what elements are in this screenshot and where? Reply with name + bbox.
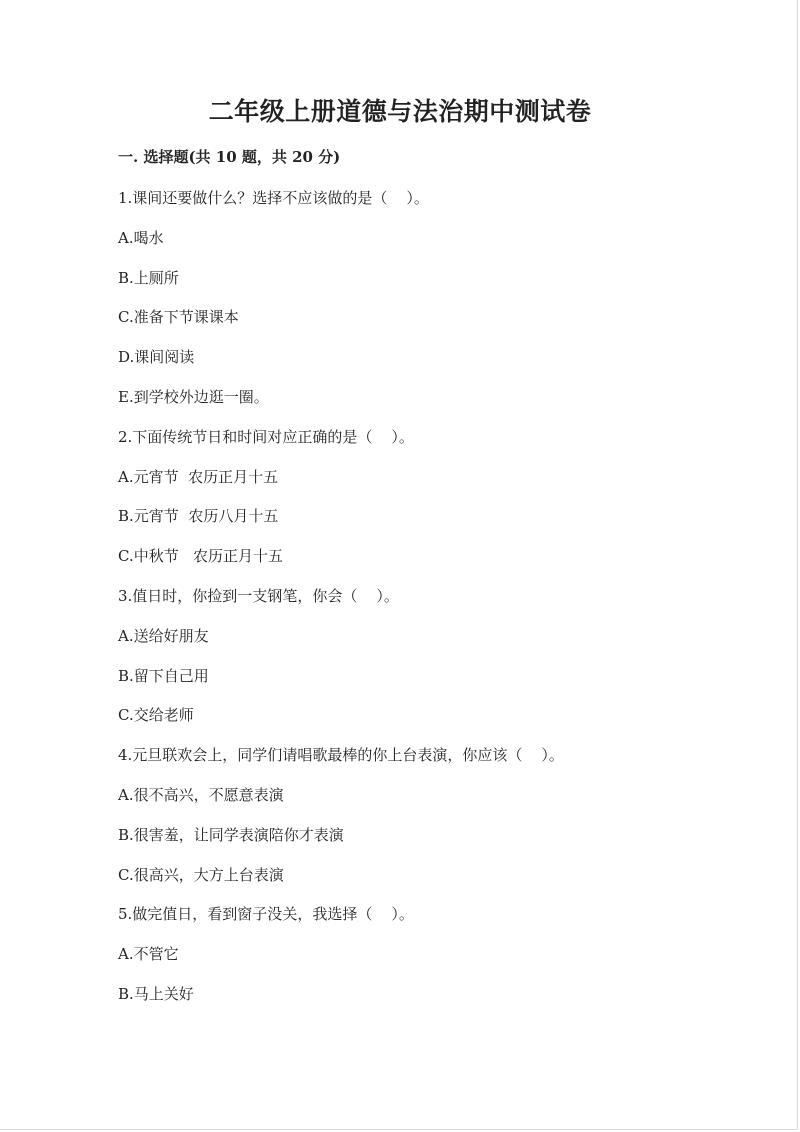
option-4c: C.很高兴，大方上台表演 <box>118 865 284 884</box>
option-1e: E.到学校外边逛一圈。 <box>118 387 269 406</box>
question-2: 2.下面传统节日和时间对应正确的是（ ）。 <box>118 427 414 446</box>
option-5a: A.不管它 <box>118 945 179 964</box>
question-5: 5.做完值日，看到窗子没关，我选择（ ）。 <box>118 905 414 924</box>
question-4: 4.元旦联欢会上，同学们请唱歌最棒的你上台表演，你应该（ ）。 <box>118 746 564 765</box>
option-2b: B.元宵节 农历八月十五 <box>118 507 279 526</box>
option-3c: C.交给老师 <box>118 706 194 725</box>
option-4a: A.很不高兴，不愿意表演 <box>118 785 284 804</box>
option-1c: C.准备下节课课本 <box>118 308 239 327</box>
option-1d: D.课间阅读 <box>118 348 195 367</box>
question-1: 1.课间还要做什么？选择不应该做的是（ ）。 <box>118 189 429 207</box>
page-title: 二年级上册道德与法治期中测试卷 <box>208 97 592 126</box>
option-2a: A.元宵节 农历正月十五 <box>118 467 279 486</box>
option-3a: A.送给好朋友 <box>118 626 209 645</box>
question-3: 3.值日时，你捡到一支钢笔，你会（ ）。 <box>118 586 399 605</box>
section-heading: 一. 选择题(共 10 题，共 20 分) <box>118 148 341 166</box>
option-5b: B.马上关好 <box>118 984 194 1003</box>
option-2c: C.中秋节 农历正月十五 <box>118 547 284 566</box>
option-4b: B.很害羞，让同学表演陪你才表演 <box>118 825 344 844</box>
question-list <box>118 185 738 1021</box>
option-1b: B.上厕所 <box>118 268 179 287</box>
option-3b: B.留下自己用 <box>118 666 209 685</box>
option-1a: A.喝水 <box>118 228 164 247</box>
